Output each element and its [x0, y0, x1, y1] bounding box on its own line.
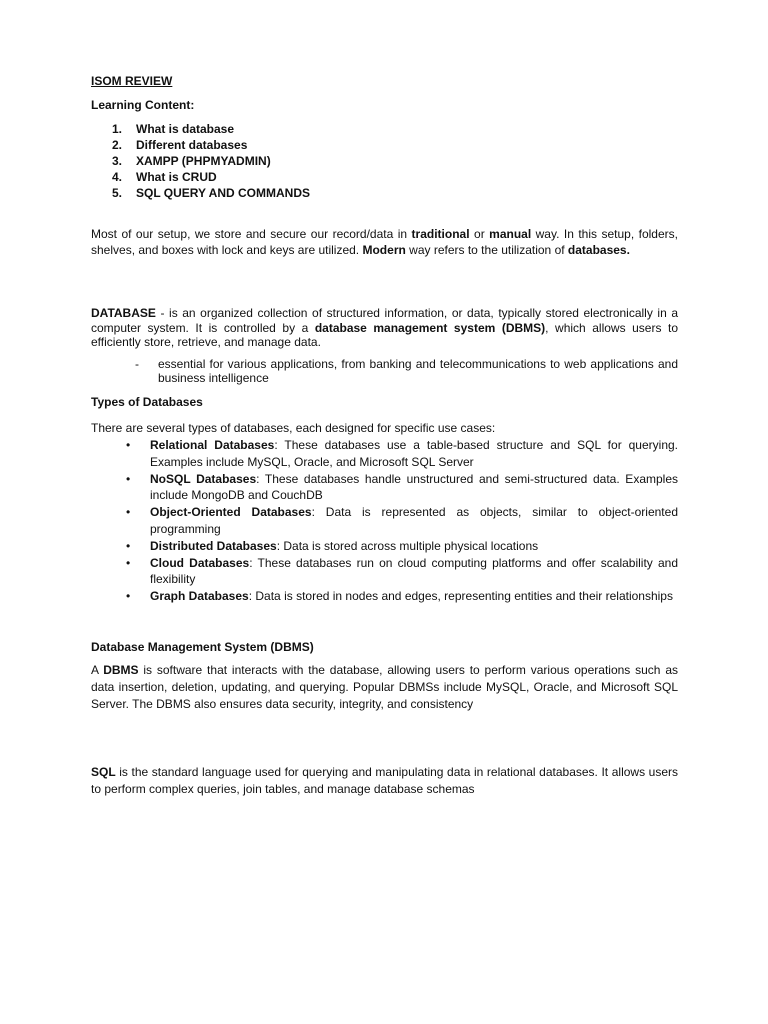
dash-item: essential for various applications, from banking and telecommunications to web applications and business intelligence: [158, 357, 678, 385]
bullet-icon: •: [126, 505, 131, 519]
list-item: • Cloud Databases: These databases run on cloud computing platforms and offer scalability and flexibility: [126, 555, 679, 586]
list-item: 1. What is database: [112, 122, 235, 136]
bullet-icon: •: [126, 538, 131, 553]
list-item: 2. Different databases: [112, 138, 248, 152]
list-item: 5. SQL QUERY AND COMMANDS: [112, 186, 311, 200]
list-item: 3. XAMPP (PHPMYADMIN): [112, 154, 271, 168]
list-item: • Graph Databases: Data is stored in nodes and edges, representing entities and their relationships: [126, 589, 673, 603]
list-item: • Object-Oriented Databases: Data is represented as objects, similar to object-oriented programming: [126, 505, 678, 536]
document-title: ISOM REVIEW: [91, 74, 173, 88]
bullet-icon: •: [126, 589, 131, 603]
dbms-paragraph: A DBMS is software that interacts with the database, allowing users to perform various operations such as data insertion, deletion, updating, and querying. Popular DBMSs include MySQL, Oracle, and Microsoft SQL Server. The DBMS also ensures data security, integrity, and consistency: [91, 663, 678, 711]
types-heading: Types of Databases: [91, 395, 203, 409]
database-definition: DATABASE - is an organized collection of structured information, or data, typically stored electronically in a computer system. It is controlled by a database management system (DBMS), which allows users to efficiently store, retrieve, and manage data.: [91, 306, 679, 349]
bullet-icon: •: [126, 438, 131, 452]
list-item: • Relational Databases: These databases use a table-based structure and SQL for querying. Examples include MySQL, Oracle, and Microsoft SQL Server: [126, 438, 678, 469]
list-item: • NoSQL Databases: These databases handle unstructured and semi-structured data. Examples include MongoDB and CouchDB: [126, 471, 678, 502]
list-item: • Distributed Databases: Data is stored across multiple physical locations: [126, 538, 539, 553]
learning-content-heading: Learning Content:: [91, 98, 195, 112]
types-list: [126, 437, 678, 605]
dash-bullet: -: [135, 357, 139, 371]
bullet-icon: •: [126, 555, 131, 570]
types-intro: There are several types of databases, each designed for specific use cases:: [91, 421, 496, 435]
intro-paragraph: Most of our setup, we store and secure our record/data in traditional or manual way. In this setup, folders, shelves, and boxes with lock and keys are utilized. Modern way refers to the utilization of databases.: [91, 227, 678, 257]
bullet-icon: •: [126, 471, 131, 486]
list-item: 4. What is CRUD: [112, 170, 217, 184]
sql-paragraph: SQL is the standard language used for querying and manipulating data in relational databases. It allows users to perform complex queries, join tables, and manage database schemas: [91, 765, 678, 796]
dbms-heading: Database Management System (DBMS): [91, 640, 314, 654]
learning-content-list: [112, 121, 310, 201]
